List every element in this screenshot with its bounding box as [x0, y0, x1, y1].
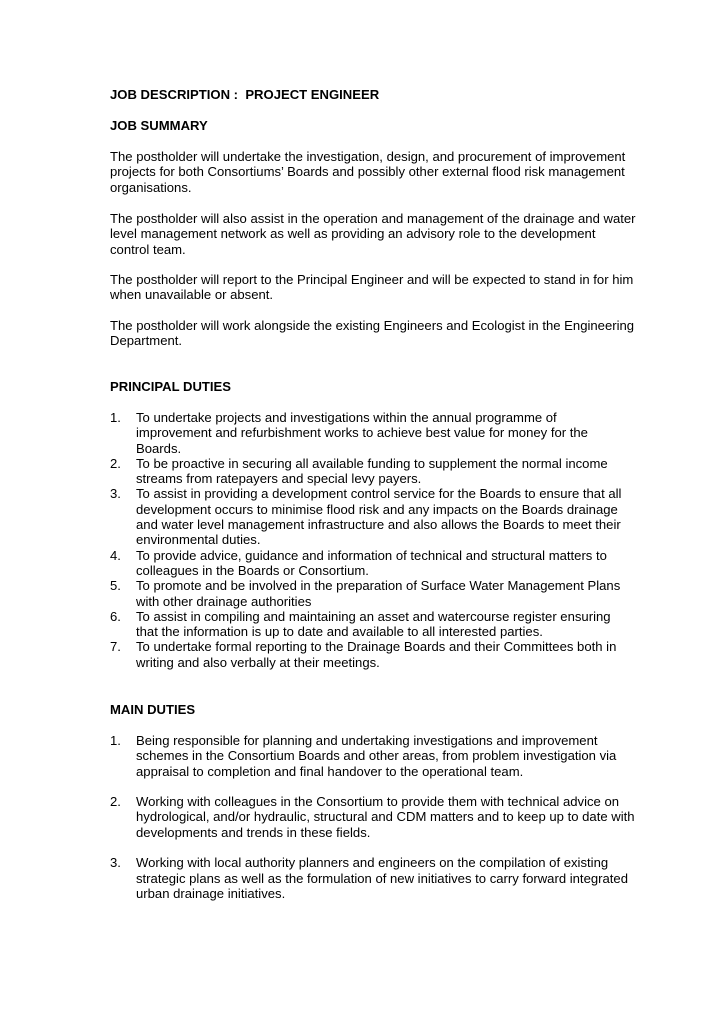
- paragraph-line: control team.: [110, 241, 186, 257]
- item-line: and water level management infrastructure and also allows the Boards to meet their: [136, 517, 621, 533]
- item-line: To provide advice, guidance and information of technical and structural matters to: [136, 547, 607, 563]
- list-item: [110, 639, 655, 670]
- list-item: [110, 410, 655, 456]
- item-number: 3.: [110, 855, 121, 871]
- item-line: Working with colleagues in the Consortium to provide them with technical advice on: [136, 794, 620, 810]
- item-line: writing and also verbally at their meetings.: [136, 654, 380, 670]
- main-duties-list: [110, 733, 655, 917]
- paragraph-line: level management network as well as providing an advisory role to the development: [110, 226, 596, 242]
- job-summary-heading: JOB SUMMARY: [110, 118, 208, 133]
- item-number: 2.: [110, 794, 121, 810]
- item-line: environmental duties.: [136, 532, 261, 548]
- item-line: strategic plans as well as the formulation of new initiatives to carry forward integrated: [136, 870, 628, 886]
- item-number: 7.: [110, 639, 121, 655]
- list-item: [110, 578, 655, 609]
- list-item: [110, 609, 655, 640]
- list-item: [110, 733, 655, 779]
- paragraph-line: The postholder will work alongside the existing Engineers and Ecologist in the Engineering: [110, 318, 635, 333]
- item-line: To promote and be involved in the preparation of Surface Water Management Plans: [136, 578, 621, 594]
- summary-paragraph: [110, 318, 655, 349]
- list-item: [110, 794, 655, 840]
- item-number: 4.: [110, 547, 121, 563]
- paragraph-line: projects for both Consortiums’ Boards and possibly other external flood risk management: [110, 164, 625, 180]
- summary-paragraph: [110, 149, 655, 195]
- item-number: 3.: [110, 486, 121, 502]
- item-number: 1.: [110, 733, 121, 748]
- item-line: To undertake projects and investigations within the annual programme of: [136, 410, 557, 425]
- item-number: 1.: [110, 410, 121, 425]
- item-line: To assist in providing a development control service for the Boards to ensure that all: [136, 486, 622, 502]
- item-line: appraisal to completion and final handover to the operational team.: [136, 763, 524, 779]
- item-line: streams from ratepayers and special levy payers.: [136, 471, 422, 487]
- document-title: JOB DESCRIPTION : PROJECT ENGINEER: [110, 87, 380, 102]
- summary-paragraph: [110, 211, 655, 257]
- item-number: 2.: [110, 455, 121, 471]
- item-line: colleagues in the Boards or Consortium.: [136, 562, 369, 578]
- paragraph-line: The postholder will report to the Principal Engineer and will be expected to stand in for him: [110, 272, 634, 287]
- item-line: improvement and refurbishment works to achieve best value for money for the: [136, 425, 588, 441]
- paragraph-line: organisations.: [110, 179, 192, 195]
- item-line: schemes in the Consortium Boards and other areas, from problem investigation via: [136, 748, 617, 764]
- paragraph-line: The postholder will undertake the investigation, design, and procurement of improvement: [110, 149, 626, 164]
- item-line: To assist in compiling and maintaining an asset and watercourse register ensuring: [136, 608, 611, 624]
- list-item: [110, 548, 655, 579]
- item-line: hydrological, and/or hydraulic, structural and CDM matters and to keep up to date with: [136, 809, 635, 825]
- item-line: development occurs to minimise flood risk and any impacts on the Boards drainage: [136, 501, 618, 517]
- item-line: Being responsible for planning and undertaking investigations and improvement: [136, 733, 598, 748]
- main-duties-heading: MAIN DUTIES: [110, 702, 196, 717]
- principal-duties-list: [110, 410, 655, 670]
- paragraph-line: Department.: [110, 333, 183, 349]
- item-number: 5.: [110, 578, 121, 594]
- item-line: that the information is up to date and available to all interested parties.: [136, 624, 543, 640]
- item-line: with other drainage authorities: [136, 593, 312, 609]
- item-line: To undertake formal reporting to the Drainage Boards and their Committees both in: [136, 639, 617, 655]
- list-item: [110, 486, 655, 547]
- list-item: [110, 456, 655, 487]
- item-line: To be proactive in securing all available funding to supplement the normal income: [136, 455, 608, 471]
- list-item: [110, 855, 655, 901]
- paragraph-line: when unavailable or absent.: [110, 287, 274, 303]
- summary-paragraph: [110, 272, 655, 303]
- principal-duties-heading: PRINCIPAL DUTIES: [110, 379, 232, 394]
- item-line: Boards.: [136, 440, 182, 456]
- item-number: 6.: [110, 608, 121, 624]
- item-line: developments and trends in these fields.: [136, 824, 371, 840]
- paragraph-line: The postholder will also assist in the operation and management of the drainage and water: [110, 211, 636, 226]
- item-line: Working with local authority planners and engineers on the compilation of existing: [136, 855, 609, 871]
- item-line: urban drainage initiatives.: [136, 885, 286, 901]
